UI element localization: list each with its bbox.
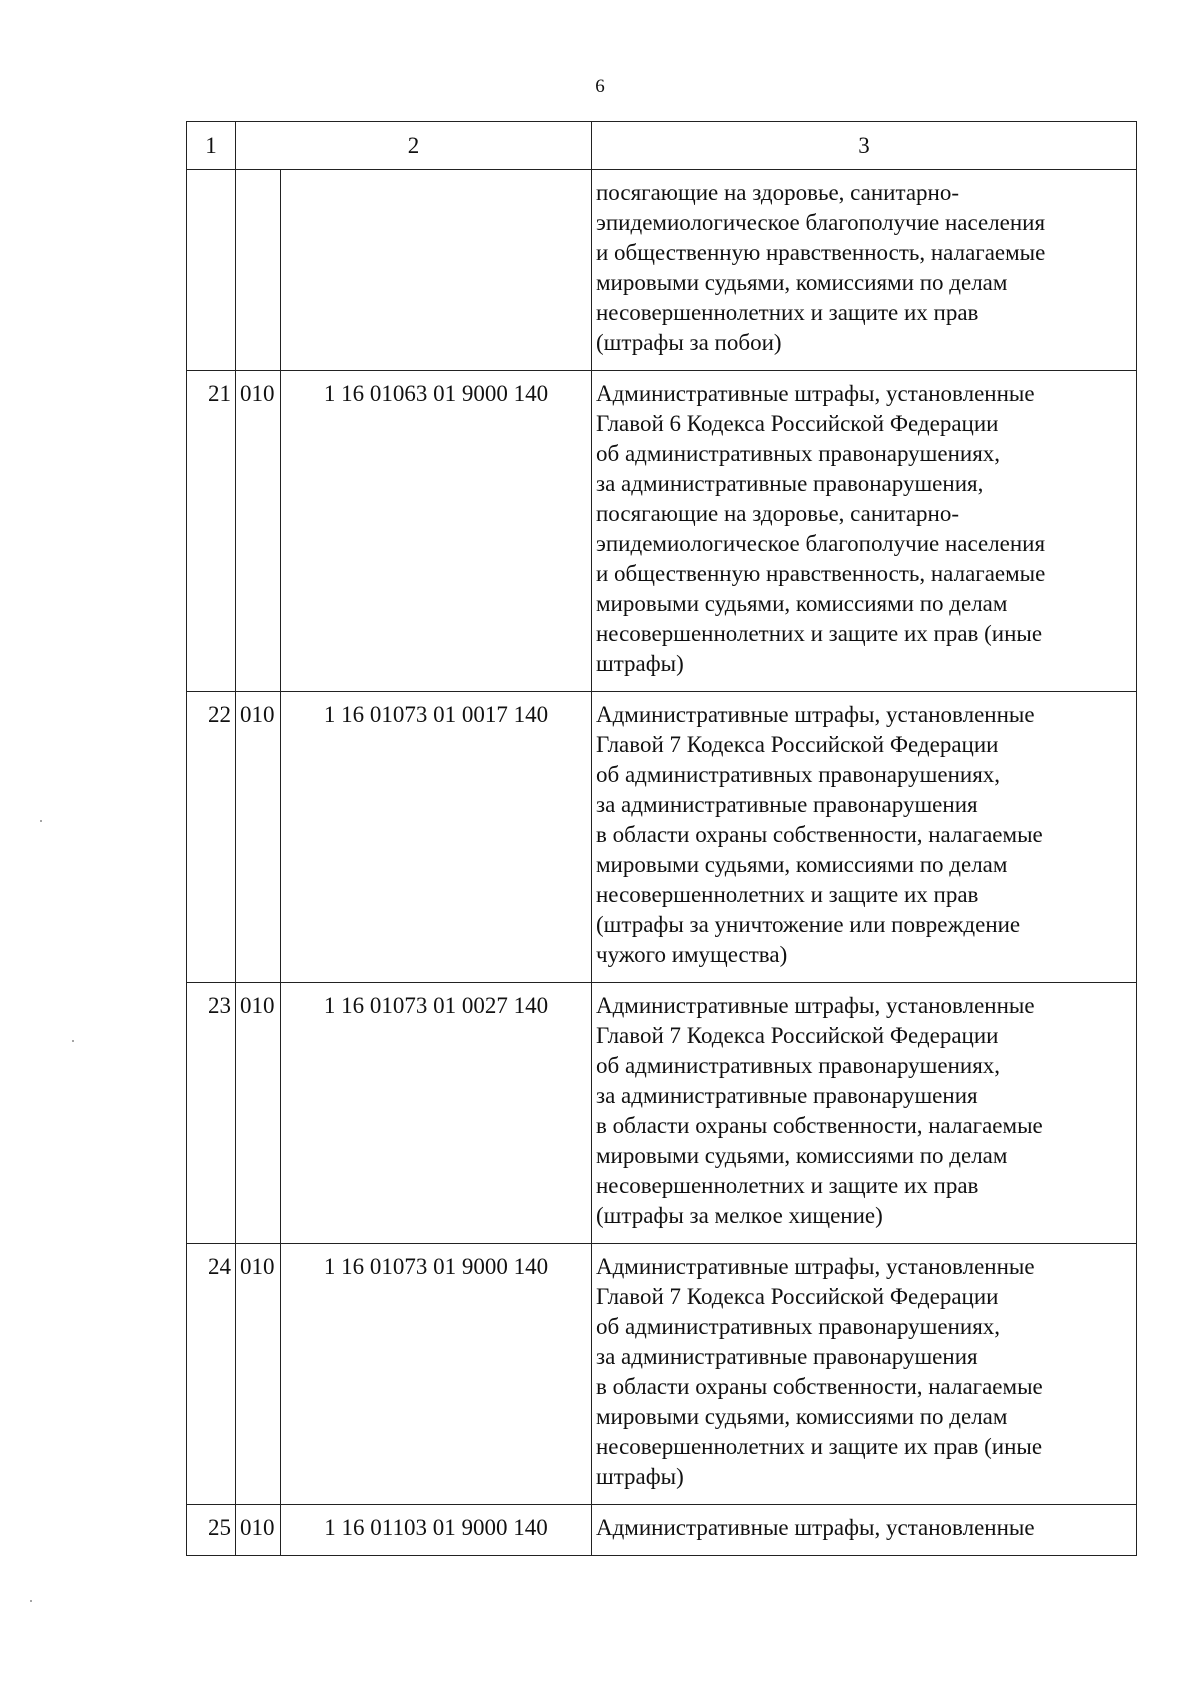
description-cell: посягающие на здоровье, санитарно- эпидемиологическое благополучие населения и общественную нравственность, налагаемые мировыми судьями, комиссиями по делам несовершеннолетних и защите их прав (штрафы за побои) xyxy=(592,170,1137,371)
table-row xyxy=(187,1244,1137,1505)
row-number-cell: 25 xyxy=(187,1505,236,1556)
budget-codes-table xyxy=(186,121,1137,1556)
table-row-continuation xyxy=(187,170,1137,371)
scan-speck xyxy=(40,820,42,822)
row-number-cell: 22 xyxy=(187,692,236,983)
description-cell: Административные штрафы, установленные Главой 7 Кодекса Российской Федерации об административных правонарушениях, за административные правонарушения в области охраны собственности, налагаемые мировыми судьями, комиссиями по делам несовершеннолетних и защите их прав (штрафы за уничтожение или повреждение чужого имущества) xyxy=(592,692,1137,983)
table-header-row xyxy=(187,122,1137,170)
admin-code-cell: 010 xyxy=(236,1244,281,1505)
admin-code-cell xyxy=(236,170,281,371)
description-cell: Административные штрафы, установленные Главой 7 Кодекса Российской Федерации об административных правонарушениях, за административные правонарушения в области охраны собственности, налагаемые мировыми судьями, комиссиями по делам несовершеннолетних и защите их прав (штрафы за мелкое хищение) xyxy=(592,983,1137,1244)
description-cell: Административные штрафы, установленные xyxy=(592,1505,1137,1556)
header-col-1: 1 xyxy=(187,122,236,170)
scan-speck xyxy=(72,1040,74,1042)
table-row xyxy=(187,371,1137,692)
table-row xyxy=(187,1505,1137,1556)
description-cell: Административные штрафы, установленные Главой 6 Кодекса Российской Федерации об административных правонарушениях, за административные правонарушения, посягающие на здоровье, санитарно- эпидемиологическое благополучие населения и общественную нравственность, налагаемые мировыми судьями, комиссиями по делам несовершеннолетних и защите их прав (иные штрафы) xyxy=(592,371,1137,692)
admin-code-cell: 010 xyxy=(236,371,281,692)
row-number-cell: 23 xyxy=(187,983,236,1244)
row-number-cell: 21 xyxy=(187,371,236,692)
budget-code-cell: 1 16 01073 01 9000 140 xyxy=(281,1244,592,1505)
description-cell: Административные штрафы, установленные Главой 7 Кодекса Российской Федерации об административных правонарушениях, за административные правонарушения в области охраны собственности, налагаемые мировыми судьями, комиссиями по делам несовершеннолетних и защите их прав (иные штрафы) xyxy=(592,1244,1137,1505)
table-row xyxy=(187,983,1137,1244)
page-number: 6 xyxy=(595,76,605,97)
budget-code-cell: 1 16 01063 01 9000 140 xyxy=(281,371,592,692)
table-row xyxy=(187,692,1137,983)
budget-code-cell xyxy=(281,170,592,371)
budget-code-cell: 1 16 01073 01 0017 140 xyxy=(281,692,592,983)
admin-code-cell: 010 xyxy=(236,692,281,983)
header-col-3: 3 xyxy=(592,122,1137,170)
scan-speck xyxy=(30,1600,32,1602)
row-number-cell: 24 xyxy=(187,1244,236,1505)
admin-code-cell: 010 xyxy=(236,983,281,1244)
row-number-cell xyxy=(187,170,236,371)
header-col-2: 2 xyxy=(236,122,592,170)
admin-code-cell: 010 xyxy=(236,1505,281,1556)
budget-code-cell: 1 16 01103 01 9000 140 xyxy=(281,1505,592,1556)
budget-code-cell: 1 16 01073 01 0027 140 xyxy=(281,983,592,1244)
